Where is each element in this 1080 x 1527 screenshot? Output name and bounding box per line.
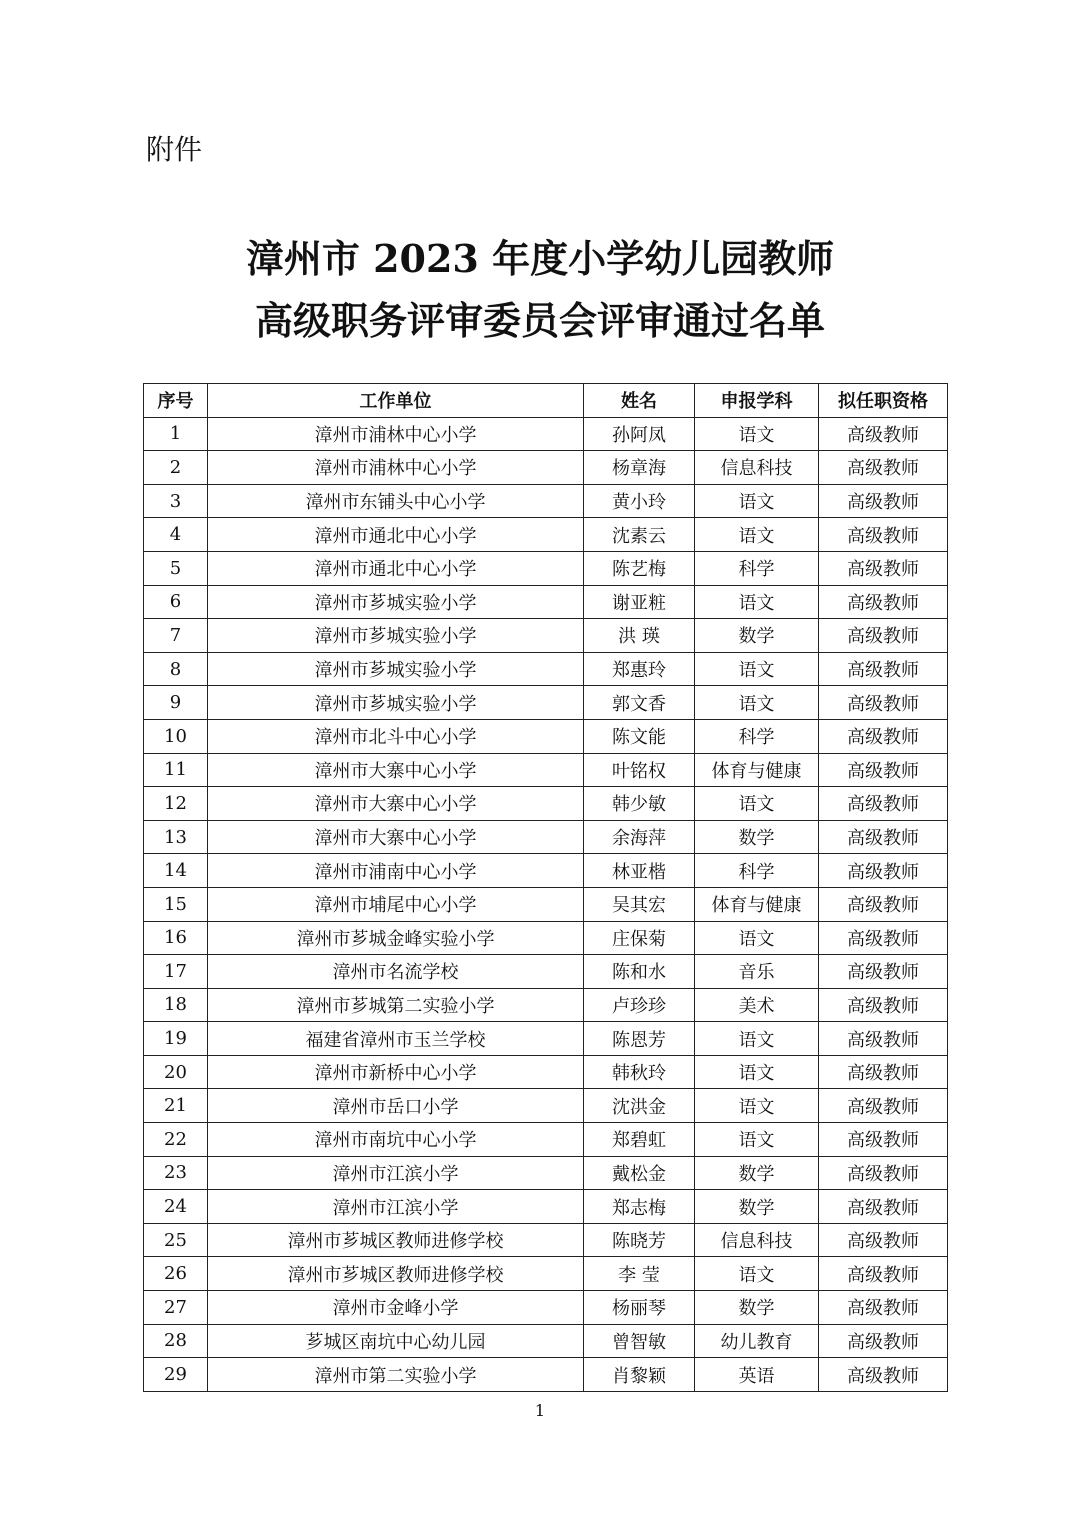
cell-qualification: 高级教师 — [819, 1291, 948, 1325]
table-row — [144, 820, 948, 854]
header-subject: 申报学科 — [695, 384, 819, 418]
cell-subject: 英语 — [695, 1358, 819, 1392]
cell-index: 6 — [144, 585, 208, 619]
table-row — [144, 988, 948, 1022]
cell-index: 27 — [144, 1291, 208, 1325]
cell-work-unit: 福建省漳州市玉兰学校 — [208, 1022, 584, 1056]
cell-qualification: 高级教师 — [819, 686, 948, 720]
cell-work-unit: 漳州市大寨中心小学 — [208, 753, 584, 787]
table-row — [144, 787, 948, 821]
cell-work-unit: 漳州市新桥中心小学 — [208, 1055, 584, 1089]
cell-index: 25 — [144, 1223, 208, 1257]
header-work-unit: 工作单位 — [208, 384, 584, 418]
cell-work-unit: 漳州市芗城区教师进修学校 — [208, 1257, 584, 1291]
cell-subject: 信息科技 — [695, 1223, 819, 1257]
cell-subject: 语文 — [695, 1022, 819, 1056]
table-row — [144, 1022, 948, 1056]
table-row — [144, 1055, 948, 1089]
cell-index: 7 — [144, 619, 208, 653]
cell-subject: 科学 — [695, 854, 819, 888]
cell-index: 5 — [144, 551, 208, 585]
cell-qualification: 高级教师 — [819, 988, 948, 1022]
cell-name: 沈素云 — [584, 518, 695, 552]
cell-name: 韩少敏 — [584, 787, 695, 821]
cell-name: 黄小玲 — [584, 484, 695, 518]
table-row — [144, 753, 948, 787]
cell-index: 14 — [144, 854, 208, 888]
header-name: 姓名 — [584, 384, 695, 418]
cell-name: 孙阿凤 — [584, 417, 695, 451]
cell-name: 杨章海 — [584, 451, 695, 485]
cell-name: 郑惠玲 — [584, 652, 695, 686]
cell-index: 13 — [144, 820, 208, 854]
cell-index: 22 — [144, 1123, 208, 1157]
cell-qualification: 高级教师 — [819, 551, 948, 585]
cell-name: 杨丽琴 — [584, 1291, 695, 1325]
cell-name: 洪 瑛 — [584, 619, 695, 653]
cell-subject: 语文 — [695, 417, 819, 451]
cell-work-unit: 漳州市芗城实验小学 — [208, 686, 584, 720]
cell-work-unit: 漳州市江滨小学 — [208, 1156, 584, 1190]
cell-work-unit: 漳州市芗城第二实验小学 — [208, 988, 584, 1022]
cell-work-unit: 漳州市岳口小学 — [208, 1089, 584, 1123]
cell-qualification: 高级教师 — [819, 854, 948, 888]
header-index: 序号 — [144, 384, 208, 418]
cell-subject: 语文 — [695, 1089, 819, 1123]
cell-qualification: 高级教师 — [819, 753, 948, 787]
cell-name: 卢珍珍 — [584, 988, 695, 1022]
attachment-label: 附件 — [146, 133, 203, 166]
table-header-row — [144, 384, 948, 418]
cell-qualification: 高级教师 — [819, 955, 948, 989]
table-row — [144, 1190, 948, 1224]
cell-qualification: 高级教师 — [819, 887, 948, 921]
cell-qualification: 高级教师 — [819, 1156, 948, 1190]
table-row — [144, 686, 948, 720]
cell-subject: 信息科技 — [695, 451, 819, 485]
table-row — [144, 652, 948, 686]
cell-subject: 语文 — [695, 1257, 819, 1291]
cell-work-unit: 漳州市南坑中心小学 — [208, 1123, 584, 1157]
cell-index: 19 — [144, 1022, 208, 1056]
cell-subject: 语文 — [695, 484, 819, 518]
cell-index: 15 — [144, 887, 208, 921]
cell-subject: 幼儿教育 — [695, 1324, 819, 1358]
cell-work-unit: 漳州市芗城实验小学 — [208, 585, 584, 619]
cell-work-unit: 芗城区南坑中心幼儿园 — [208, 1324, 584, 1358]
cell-subject: 语文 — [695, 1055, 819, 1089]
header-qualification: 拟任职资格 — [819, 384, 948, 418]
cell-qualification: 高级教师 — [819, 1358, 948, 1392]
cell-qualification: 高级教师 — [819, 820, 948, 854]
cell-index: 10 — [144, 719, 208, 753]
cell-work-unit: 漳州市大寨中心小学 — [208, 787, 584, 821]
cell-index: 21 — [144, 1089, 208, 1123]
cell-qualification: 高级教师 — [819, 518, 948, 552]
cell-index: 1 — [144, 417, 208, 451]
cell-name: 韩秋玲 — [584, 1055, 695, 1089]
title-line-1: 漳州市 2023 年度小学幼儿园教师 — [245, 236, 835, 281]
cell-subject: 语文 — [695, 787, 819, 821]
cell-work-unit: 漳州市北斗中心小学 — [208, 719, 584, 753]
cell-qualification: 高级教师 — [819, 921, 948, 955]
cell-qualification: 高级教师 — [819, 1190, 948, 1224]
cell-qualification: 高级教师 — [819, 619, 948, 653]
cell-name: 郑碧虹 — [584, 1123, 695, 1157]
table-row — [144, 1123, 948, 1157]
table-row — [144, 484, 948, 518]
cell-work-unit: 漳州市通北中心小学 — [208, 518, 584, 552]
cell-qualification: 高级教师 — [819, 417, 948, 451]
cell-work-unit: 漳州市芗城区教师进修学校 — [208, 1223, 584, 1257]
cell-index: 28 — [144, 1324, 208, 1358]
table-body — [144, 417, 948, 1391]
cell-work-unit: 漳州市埔尾中心小学 — [208, 887, 584, 921]
cell-subject: 数学 — [695, 1156, 819, 1190]
cell-work-unit: 漳州市浦南中心小学 — [208, 854, 584, 888]
table-row — [144, 1358, 948, 1392]
cell-qualification: 高级教师 — [819, 484, 948, 518]
cell-work-unit: 漳州市江滨小学 — [208, 1190, 584, 1224]
cell-index: 26 — [144, 1257, 208, 1291]
table-row — [144, 451, 948, 485]
cell-name: 林亚楷 — [584, 854, 695, 888]
cell-name: 曾智敏 — [584, 1324, 695, 1358]
results-table — [143, 383, 948, 1392]
cell-index: 20 — [144, 1055, 208, 1089]
table-row — [144, 551, 948, 585]
cell-subject: 体育与健康 — [695, 753, 819, 787]
cell-subject: 语文 — [695, 686, 819, 720]
table-row — [144, 619, 948, 653]
cell-qualification: 高级教师 — [819, 1324, 948, 1358]
cell-qualification: 高级教师 — [819, 652, 948, 686]
cell-index: 2 — [144, 451, 208, 485]
cell-name: 陈文能 — [584, 719, 695, 753]
cell-name: 陈晓芳 — [584, 1223, 695, 1257]
cell-index: 12 — [144, 787, 208, 821]
cell-qualification: 高级教师 — [819, 1055, 948, 1089]
cell-work-unit: 漳州市第二实验小学 — [208, 1358, 584, 1392]
cell-qualification: 高级教师 — [819, 585, 948, 619]
cell-name: 吴其宏 — [584, 887, 695, 921]
cell-name: 庄保菊 — [584, 921, 695, 955]
cell-subject: 数学 — [695, 820, 819, 854]
cell-index: 17 — [144, 955, 208, 989]
cell-index: 3 — [144, 484, 208, 518]
table-row — [144, 417, 948, 451]
cell-name: 陈恩芳 — [584, 1022, 695, 1056]
table-row — [144, 518, 948, 552]
cell-work-unit: 漳州市浦林中心小学 — [208, 417, 584, 451]
cell-subject: 语文 — [695, 518, 819, 552]
cell-qualification: 高级教师 — [819, 1089, 948, 1123]
cell-subject: 数学 — [695, 619, 819, 653]
table-row — [144, 921, 948, 955]
cell-subject: 语文 — [695, 585, 819, 619]
cell-work-unit: 漳州市芗城实验小学 — [208, 652, 584, 686]
cell-work-unit: 漳州市名流学校 — [208, 955, 584, 989]
cell-name: 谢亚粧 — [584, 585, 695, 619]
cell-name: 陈和水 — [584, 955, 695, 989]
cell-index: 8 — [144, 652, 208, 686]
cell-subject: 音乐 — [695, 955, 819, 989]
cell-subject: 科学 — [695, 719, 819, 753]
cell-subject: 语文 — [695, 1123, 819, 1157]
cell-name: 叶铭权 — [584, 753, 695, 787]
document-title — [0, 228, 1080, 352]
cell-qualification: 高级教师 — [819, 1022, 948, 1056]
cell-work-unit: 漳州市东铺头中心小学 — [208, 484, 584, 518]
cell-work-unit: 漳州市浦林中心小学 — [208, 451, 584, 485]
cell-subject: 语文 — [695, 652, 819, 686]
cell-index: 4 — [144, 518, 208, 552]
cell-index: 16 — [144, 921, 208, 955]
cell-work-unit: 漳州市芗城实验小学 — [208, 619, 584, 653]
cell-name: 郭文香 — [584, 686, 695, 720]
cell-name: 肖黎颖 — [584, 1358, 695, 1392]
table-row — [144, 887, 948, 921]
cell-subject: 数学 — [695, 1190, 819, 1224]
cell-work-unit: 漳州市通北中心小学 — [208, 551, 584, 585]
cell-name: 郑志梅 — [584, 1190, 695, 1224]
table-row — [144, 1156, 948, 1190]
cell-qualification: 高级教师 — [819, 1257, 948, 1291]
cell-subject: 美术 — [695, 988, 819, 1022]
table-row — [144, 1257, 948, 1291]
table-row — [144, 854, 948, 888]
cell-index: 9 — [144, 686, 208, 720]
cell-name: 戴松金 — [584, 1156, 695, 1190]
cell-index: 24 — [144, 1190, 208, 1224]
cell-work-unit: 漳州市金峰小学 — [208, 1291, 584, 1325]
table-row — [144, 585, 948, 619]
cell-name: 陈艺梅 — [584, 551, 695, 585]
cell-qualification: 高级教师 — [819, 1123, 948, 1157]
cell-subject: 科学 — [695, 551, 819, 585]
table-row — [144, 955, 948, 989]
cell-name: 沈洪金 — [584, 1089, 695, 1123]
table-row — [144, 1089, 948, 1123]
page-number: 1 — [534, 1401, 546, 1420]
cell-qualification: 高级教师 — [819, 787, 948, 821]
cell-work-unit: 漳州市大寨中心小学 — [208, 820, 584, 854]
cell-index: 18 — [144, 988, 208, 1022]
cell-work-unit: 漳州市芗城金峰实验小学 — [208, 921, 584, 955]
cell-index: 23 — [144, 1156, 208, 1190]
cell-name: 余海萍 — [584, 820, 695, 854]
cell-qualification: 高级教师 — [819, 719, 948, 753]
cell-subject: 数学 — [695, 1291, 819, 1325]
table-row — [144, 719, 948, 753]
cell-qualification: 高级教师 — [819, 451, 948, 485]
cell-subject: 语文 — [695, 921, 819, 955]
cell-subject: 体育与健康 — [695, 887, 819, 921]
table-row — [144, 1291, 948, 1325]
cell-index: 11 — [144, 753, 208, 787]
cell-index: 29 — [144, 1358, 208, 1392]
cell-name: 李 莹 — [584, 1257, 695, 1291]
table-row — [144, 1223, 948, 1257]
table-row — [144, 1324, 948, 1358]
cell-qualification: 高级教师 — [819, 1223, 948, 1257]
title-line-2: 高级职务评审委员会评审通过名单 — [254, 298, 825, 343]
